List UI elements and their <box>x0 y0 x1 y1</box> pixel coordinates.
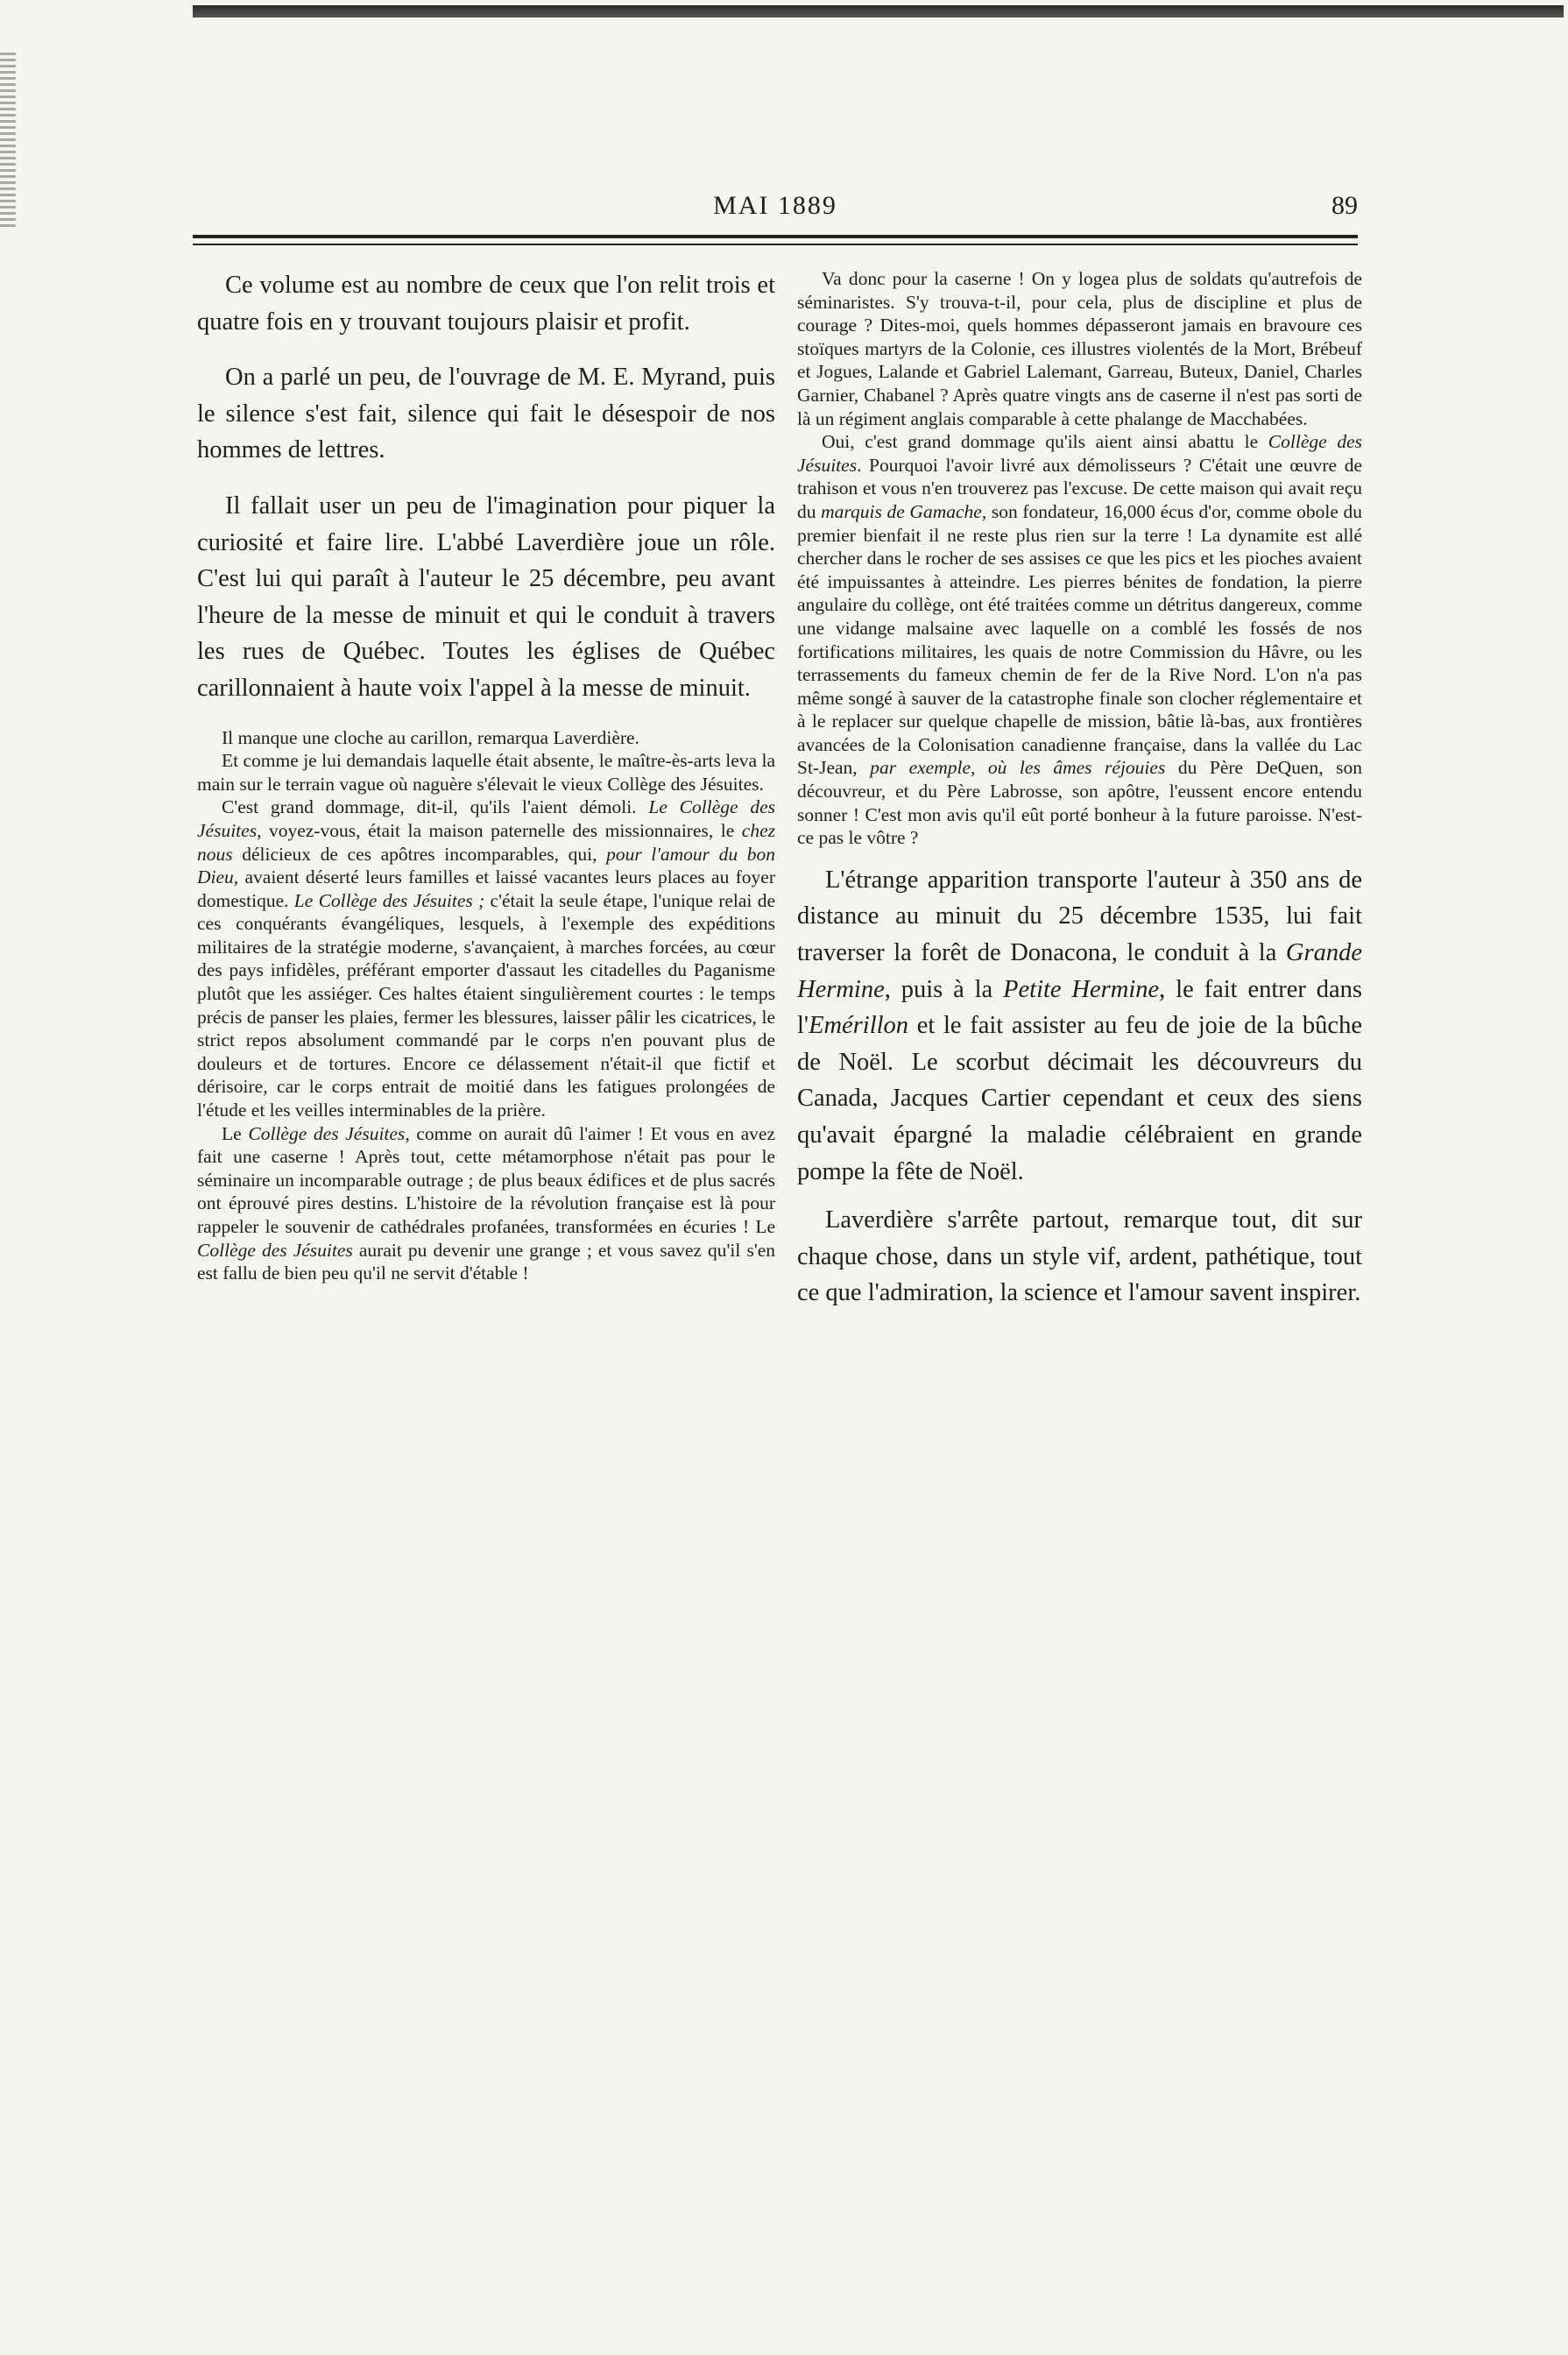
paragraph: On a parlé un peu, de l'ouvrage de M. E. Myrand, puis le silence s'est fait, silence qui fait le désespoir de nos hommes de lettres. <box>197 364 775 464</box>
quote-paragraph: Et comme je lui demandais laquelle était absente, le maître-ès-arts leva la main sur le terrain vague où naguère s'élevait le vieux Collège des Jésuites. <box>197 750 775 795</box>
paragraph: Ce volume est au nombre de ceux que l'on relit trois et quatre fois en y trouvant toujours plaisir et profit. <box>197 272 775 336</box>
quote-paragraph: Le Collège des Jésuites, comme on aurait dû l'aimer ! Et vous en avez fait une caserne ! Après tout, cette métamorphose n'était pas pour le séminaire un incomparable outrage ; de plus beaux édifices et de plus sacrés ont éprouvé pires destins. L'histoire de la révolution française est là pour rappeler le souvenir de cathédrales profanées, transformées en écuries ! Le Collège des Jésuites aurait pu devenir une grange ; et vous savez qu'il s'en est fallu de bien peu qu'il ne servit d'étable ! <box>197 1122 776 1284</box>
header-rule-thin <box>193 244 1358 245</box>
page-number: 89 <box>1331 191 1358 220</box>
header-title: MAI 1889 <box>713 191 837 220</box>
running-header <box>193 191 1358 226</box>
quote-paragraph: Oui, c'est grand dommage qu'ils aient ainsi abattu le Collège des Jésuites. Pourquoi l'avoir livré aux démolisseurs ? C'était une œuvre de trahison et vous n'en trouverez pas l'excuse. De cette maison qui avait reçu du marquis de Gamache, son fondateur, 16,000 écus d'or, comme obole du premier bienfait il ne reste plus rien sur la terre ! La dynamite est allé chercher dans le rocher de ses assises ce que les pics et les pioches avaient été impuissantes à atteindre. Les pierres bénites de fondation, la pierre angulaire du collège, ont été traitées comme un détritus dangereux, comme une vidange malsaine avec laquelle on a comblé les fossés de nos fortifications militaires, les quais de notre Commission du Hâvre, ou les terrassements du fameux chemin de fer de la Rive Nord. L'on n'a pas même songé à sauver de la catastrophe finale son clocher réglementaire et à le replacer sur quelque chapelle de mission, bâtie là-bas, aux frontières avancées de la Colonisation canadienne française, dans la vallée du Lac St-Jean, par exemple, où les âmes réjouies du Père DeQuen, son découvreur, et du Père Labrosse, son apôtre, l'eussent encore entendu sonner ! C'est mon avis qu'il eût porté bonheur à la future paroisse. N'est-ce pas le vôtre ? <box>797 431 1363 849</box>
right-column <box>797 267 1362 1324</box>
quote-paragraph: Va donc pour la caserne ! On y logea plus de soldats qu'autrefois de séminaristes. S'y trouva-t-il, pour cela, plus de discipline et plus de courage ? Dites-moi, quels hommes dépasseront jamais en bravoure ces stoïques martyrs de la Colonie, ces illustres violentés de la Mort, Brébeuf et Jogues, Lalande et Gabriel Lalemant, Garreau, Buteux, Daniel, Charles Garnier, Chabanel ? Après quatre vingts ans de caserne il n'est pas sorti de là un régiment anglais comparable à cette phalange de Macchabées. <box>797 268 1362 429</box>
paragraph: Laverdière s'arrête partout, remarque tout, dit sur chaque chose, dans un style vif, ardent, pathétique, tout ce que l'admiration, la science et l'amour savent inspirer. <box>797 1206 1362 1307</box>
header-rule <box>193 235 1358 238</box>
quote-paragraph: C'est grand dommage, dit-il, qu'ils l'aient démoli. Le Collège des Jésuites, voyez-vous, était la maison paternelle des missionnaires, le chez nous délicieux de ces apôtres incomparables, qui, pour l'amour du bon Dieu, avaient déserté leurs familles et laissé vacantes leurs places au foyer domestique. Le Collège des Jésuites ; c'était la seule étape, l'unique relai de ces conquérants évangéliques, lesquels, à l'exemple des expéditions militaires de la stratégie moderne, s'avançaient, à marches forcées, au cœur des pays infidèles, préférant emporter d'assaut les citadelles du Paganisme plutôt que les assiéger. Ces haltes étaient singulièrement courtes : le temps précis de panser les plaies, fermer les blessures, laisser pâlir les cicatrices, le strict repos absolument commandé par le corps n'en pouvant plus de douleurs et de tortures. Encore ce délassement n'était-il que fictif et dérisoire, car le corps entrait de moitié dans les fatigues prolongées de l'étude et les veilles interminables de la prière. <box>197 796 775 1121</box>
left-column <box>197 267 775 1285</box>
paragraph: L'étrange apparition transporte l'auteur à 350 ans de distance au minuit du 25 décembre 1535, lui fait traverser la forêt de Donacona, le conduit à la Grande Hermine, puis à la Petite Hermine, le fait entrer dans l'Emérillon et le fait assister au feu de joie de la bûche de Noël. Le scorbut décimait les découvreurs du Canada, Jacques Cartier cependant et ceux des siens qu'avait épargné la maladie célébraient en grande pompe la fête de Noël. <box>797 866 1363 1185</box>
scan-top-border <box>193 5 1564 18</box>
scan-edge <box>0 53 16 228</box>
quote-paragraph: Il manque une cloche au carillon, remarqua Laverdière. <box>222 726 639 748</box>
paragraph: Il fallait user un peu de l'imagination pour piquer la curiosité et faire lire. L'abbé Laverdière joue un rôle. C'est lui qui paraît à l'auteur le 25 décembre, peu avant l'heure de la messe de minuit et qui le conduit à travers les rues de Québec. Toutes les églises de Québec carillonnaient à haute voix l'appel à la messe de minuit. <box>197 492 775 702</box>
